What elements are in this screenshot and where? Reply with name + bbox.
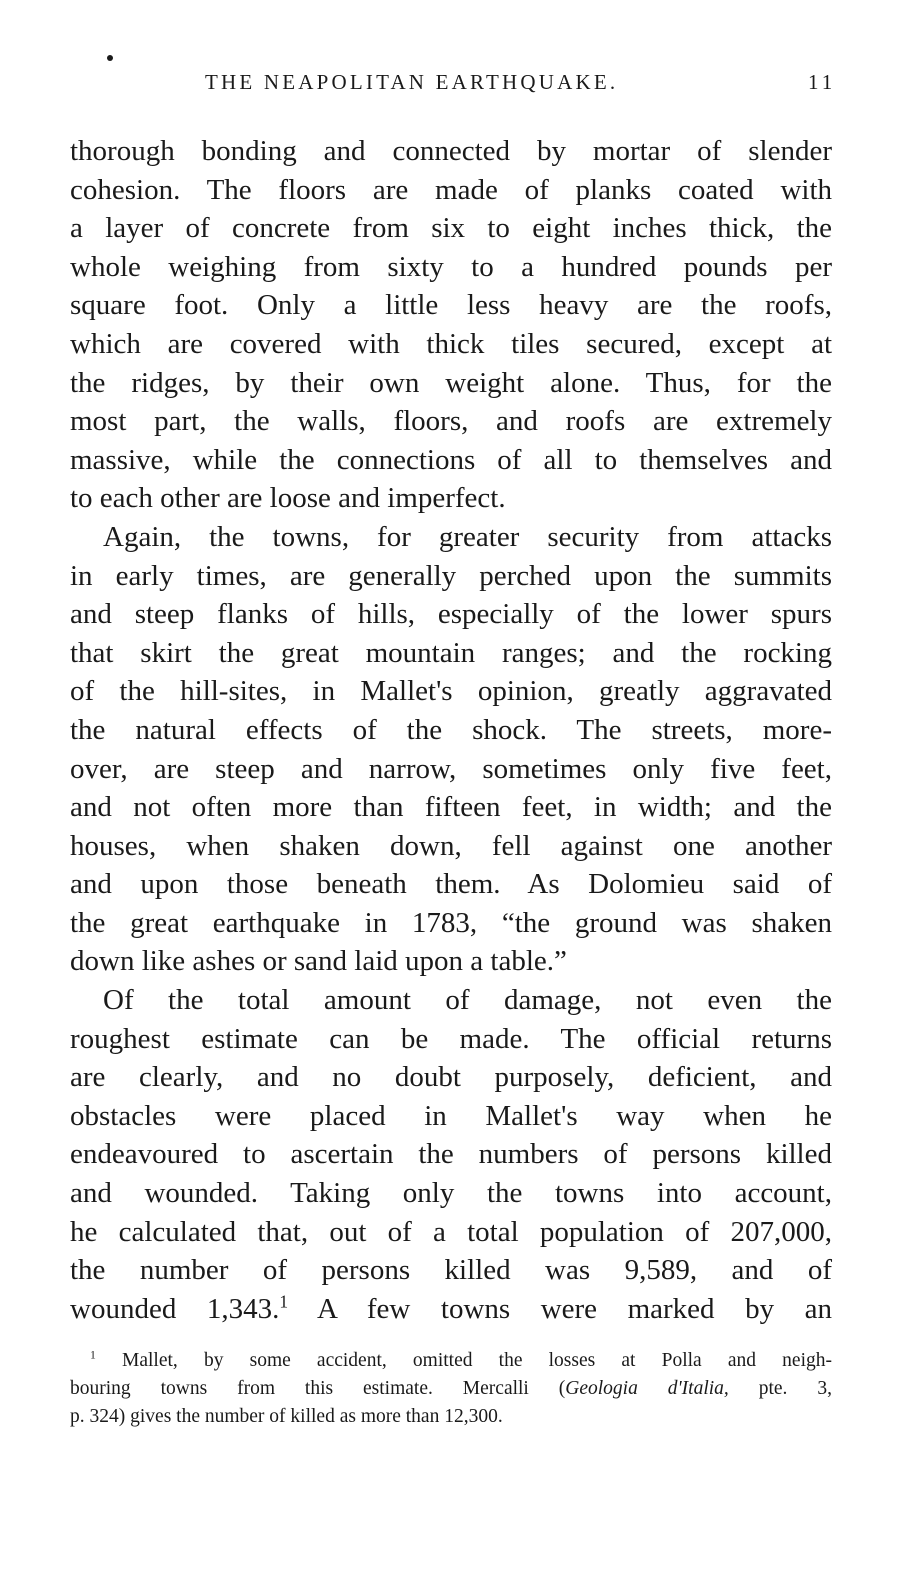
page-number: 11 — [808, 70, 837, 94]
footnote-line — [70, 1347, 832, 1375]
footnote-text: pte. 3, — [728, 1378, 832, 1399]
text-line: Again, the towns, for greater security from attacks — [103, 520, 832, 553]
text-line: over, are steep and narrow, sometimes only five feet, — [70, 752, 832, 785]
text-line: obstacles were placed in Mallet's way when he — [70, 1099, 832, 1132]
text-line: the natural effects of the shock. The streets, more- — [70, 713, 832, 746]
text-fragment: A few towns were marked by an — [288, 1292, 832, 1325]
text-line: Of the total amount of damage, not even the — [103, 984, 832, 1017]
footnote-text: Mallet, by some accident, omitted the losses at Polla and neigh- — [95, 1350, 832, 1371]
footnote-text: bouring towns from this estimate. Mercalli ( — [70, 1378, 566, 1399]
text-line: the ridges, by their own weight alone. Thus, for the — [70, 366, 832, 399]
text-line: the great earthquake in 1783, “the ground was shaken — [70, 906, 832, 939]
text-line: roughest estimate can be made. The official returns — [70, 1022, 832, 1055]
text-line: whole weighing from sixty to a hundred pounds per — [70, 250, 832, 283]
footnote-marker: 1 — [90, 1348, 96, 1362]
text-line: in early times, are generally perched upon the summits — [70, 559, 832, 592]
text-line: and upon those beneath them. As Dolomieu said of — [70, 868, 832, 901]
footnote-citation-title: Geologia d'Italia, — [565, 1378, 729, 1399]
text-line: thorough bonding and connected by mortar of slender — [70, 135, 832, 167]
footnote-reference[interactable]: 1 — [279, 1291, 289, 1312]
footnote-line — [70, 1375, 832, 1403]
footnote — [70, 1347, 832, 1431]
text-line: and steep flanks of hills, especially of the lower spurs — [70, 598, 832, 631]
text-line: massive, while the connections of all to themselves and — [70, 443, 832, 476]
text-line: which are covered with thick tiles secured, except at — [70, 327, 832, 360]
text-line: down like ashes or sand laid upon a table.” — [70, 945, 567, 978]
text-line: of the hill-sites, in Mallet's opinion, greatly aggravated — [70, 675, 832, 708]
running-title: THE NEAPOLITAN EARTHQUAKE. — [205, 70, 619, 94]
text-line: and not often more than fifteen feet, in width; and the — [70, 791, 832, 824]
text-line: to each other are loose and imperfect. — [70, 482, 506, 515]
text-line: are clearly, and no doubt purposely, deficient, and — [70, 1061, 832, 1094]
text-line: square foot. Only a little less heavy are the roofs, — [70, 289, 832, 322]
text-line: and wounded. Taking only the towns into account, — [70, 1177, 832, 1210]
body-text — [70, 132, 832, 1328]
text-line: most part, the walls, floors, and roofs are extremely — [70, 405, 832, 438]
text-line: a layer of concrete from six to eight inches thick, the — [70, 212, 832, 245]
text-line: the number of persons killed was 9,589, and of — [70, 1254, 832, 1287]
bullet-mark — [107, 55, 113, 61]
text-line-with-footnote — [70, 1290, 832, 1329]
footnote-line: p. 324) gives the number of killed as more than 12,300. — [70, 1406, 503, 1427]
text-line: endeavoured to ascertain the numbers of persons killed — [70, 1138, 832, 1171]
text-line: cohesion. The floors are made of planks coated with — [70, 173, 832, 206]
text-fragment: wounded 1,343. — [70, 1292, 280, 1325]
text-line: he calculated that, out of a total population of 207,000, — [70, 1215, 832, 1248]
running-head — [0, 70, 900, 100]
text-line: that skirt the great mountain ranges; and the rocking — [70, 636, 832, 669]
text-line: houses, when shaken down, fell against one another — [70, 829, 832, 862]
